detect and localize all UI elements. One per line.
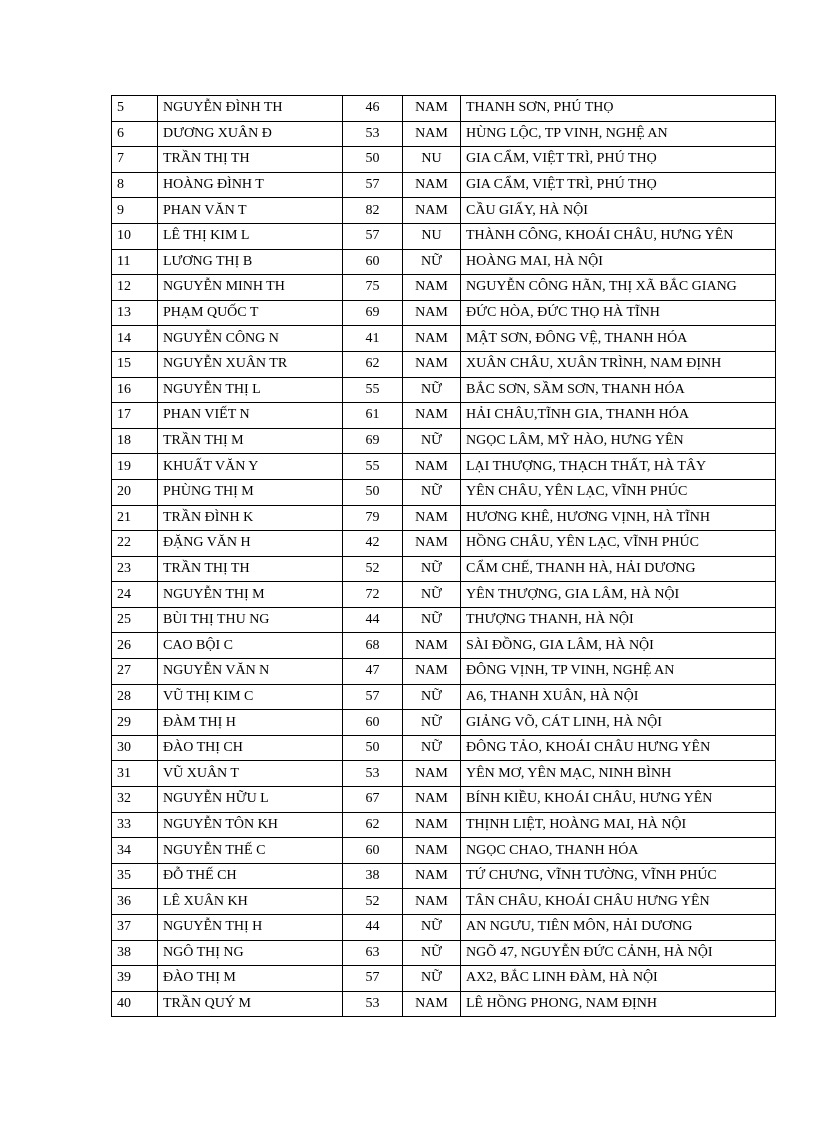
gender-cell: NAM bbox=[403, 403, 461, 429]
patient-name-cell: NGUYỄN XUÂN TR bbox=[158, 351, 343, 377]
address-cell: ĐÔNG VỊNH, TP VINH, NGHỆ AN bbox=[461, 659, 776, 685]
table-row bbox=[112, 838, 776, 864]
age-cell: 38 bbox=[343, 863, 403, 889]
address-cell: THỊNH LIỆT, HOÀNG MAI, HÀ NỘI bbox=[461, 812, 776, 838]
row-number-cell: 21 bbox=[112, 505, 158, 531]
row-number-cell: 35 bbox=[112, 863, 158, 889]
address-cell: THƯỢNG THANH, HÀ NỘI bbox=[461, 607, 776, 633]
gender-cell: NAM bbox=[403, 659, 461, 685]
address-cell: TÂN CHÂU, KHOÁI CHÂU HƯNG YÊN bbox=[461, 889, 776, 915]
patient-name-cell: LÊ XUÂN KH bbox=[158, 889, 343, 915]
patient-name-cell: NGUYỄN CÔNG N bbox=[158, 326, 343, 352]
age-cell: 69 bbox=[343, 428, 403, 454]
gender-cell: NỮ bbox=[403, 710, 461, 736]
address-cell: CẦU GIẤY, HÀ NỘI bbox=[461, 198, 776, 224]
age-cell: 79 bbox=[343, 505, 403, 531]
age-cell: 63 bbox=[343, 940, 403, 966]
row-number-cell: 16 bbox=[112, 377, 158, 403]
patient-table-body bbox=[112, 96, 776, 1017]
gender-cell: NAM bbox=[403, 172, 461, 198]
age-cell: 57 bbox=[343, 172, 403, 198]
table-row bbox=[112, 275, 776, 301]
table-row bbox=[112, 633, 776, 659]
age-cell: 50 bbox=[343, 479, 403, 505]
row-number-cell: 13 bbox=[112, 300, 158, 326]
table-row bbox=[112, 889, 776, 915]
patient-name-cell: NGÔ THỊ NG bbox=[158, 940, 343, 966]
patient-name-cell: DƯƠNG XUÂN Đ bbox=[158, 121, 343, 147]
gender-cell: NỮ bbox=[403, 556, 461, 582]
age-cell: 44 bbox=[343, 915, 403, 941]
age-cell: 75 bbox=[343, 275, 403, 301]
table-row bbox=[112, 351, 776, 377]
gender-cell: NAM bbox=[403, 812, 461, 838]
age-cell: 62 bbox=[343, 351, 403, 377]
patient-name-cell: LƯƠNG THỊ B bbox=[158, 249, 343, 275]
address-cell: THANH SƠN, PHÚ THỌ bbox=[461, 96, 776, 122]
table-row bbox=[112, 403, 776, 429]
address-cell: NGUYỄN CÔNG HÃN, THỊ XÃ BẮC GIANG bbox=[461, 275, 776, 301]
age-cell: 68 bbox=[343, 633, 403, 659]
address-cell: NGÕ 47, NGUYỄN ĐỨC CẢNH, HÀ NỘI bbox=[461, 940, 776, 966]
patient-name-cell: NGUYỄN THẾ C bbox=[158, 838, 343, 864]
table-row bbox=[112, 172, 776, 198]
address-cell: SÀI ĐỒNG, GIA LÂM, HÀ NỘI bbox=[461, 633, 776, 659]
gender-cell: NAM bbox=[403, 300, 461, 326]
age-cell: 60 bbox=[343, 249, 403, 275]
table-row bbox=[112, 531, 776, 557]
patient-name-cell: TRẦN ĐÌNH K bbox=[158, 505, 343, 531]
table-row bbox=[112, 479, 776, 505]
patient-name-cell: VŨ XUÂN T bbox=[158, 761, 343, 787]
gender-cell: NỮ bbox=[403, 607, 461, 633]
patient-name-cell: NGUYỄN THỊ H bbox=[158, 915, 343, 941]
address-cell: GIA CẨM, VIỆT TRÌ, PHÚ THỌ bbox=[461, 147, 776, 173]
gender-cell: NỮ bbox=[403, 249, 461, 275]
age-cell: 55 bbox=[343, 454, 403, 480]
gender-cell: NỮ bbox=[403, 684, 461, 710]
row-number-cell: 26 bbox=[112, 633, 158, 659]
age-cell: 41 bbox=[343, 326, 403, 352]
row-number-cell: 39 bbox=[112, 966, 158, 992]
patient-name-cell: ĐẶNG VĂN H bbox=[158, 531, 343, 557]
gender-cell: NAM bbox=[403, 121, 461, 147]
row-number-cell: 23 bbox=[112, 556, 158, 582]
patient-name-cell: TRẦN THỊ M bbox=[158, 428, 343, 454]
patient-name-cell: CAO BỘI C bbox=[158, 633, 343, 659]
age-cell: 57 bbox=[343, 966, 403, 992]
address-cell: YÊN MƠ, YÊN MẠC, NINH BÌNH bbox=[461, 761, 776, 787]
address-cell: BẮC SƠN, SẦM SƠN, THANH HÓA bbox=[461, 377, 776, 403]
patient-name-cell: ĐÀO THỊ CH bbox=[158, 735, 343, 761]
address-cell: XUÂN CHÂU, XUÂN TRÌNH, NAM ĐỊNH bbox=[461, 351, 776, 377]
table-row bbox=[112, 300, 776, 326]
gender-cell: NỮ bbox=[403, 377, 461, 403]
table-row bbox=[112, 812, 776, 838]
gender-cell: NAM bbox=[403, 889, 461, 915]
gender-cell: NU bbox=[403, 223, 461, 249]
table-row bbox=[112, 863, 776, 889]
address-cell: GIẢNG VÕ, CÁT LINH, HÀ NỘI bbox=[461, 710, 776, 736]
table-row bbox=[112, 249, 776, 275]
age-cell: 82 bbox=[343, 198, 403, 224]
address-cell: ĐỨC HÒA, ĐỨC THỌ HÀ TĨNH bbox=[461, 300, 776, 326]
address-cell: HÙNG LỘC, TP VINH, NGHỆ AN bbox=[461, 121, 776, 147]
address-cell: CẨM CHẾ, THANH HÀ, HẢI DƯƠNG bbox=[461, 556, 776, 582]
table-row bbox=[112, 659, 776, 685]
patient-name-cell: TRẦN QUÝ M bbox=[158, 991, 343, 1017]
address-cell: YÊN THƯỢNG, GIA LÂM, HÀ NỘI bbox=[461, 582, 776, 608]
patient-name-cell: KHUẤT VĂN Y bbox=[158, 454, 343, 480]
age-cell: 60 bbox=[343, 710, 403, 736]
address-cell: LẠI THƯỢNG, THẠCH THẤT, HÀ TÂY bbox=[461, 454, 776, 480]
patient-name-cell: VŨ THỊ KIM C bbox=[158, 684, 343, 710]
row-number-cell: 37 bbox=[112, 915, 158, 941]
row-number-cell: 14 bbox=[112, 326, 158, 352]
address-cell: NGỌC LÂM, MỸ HÀO, HƯNG YÊN bbox=[461, 428, 776, 454]
address-cell: HOÀNG MAI, HÀ NỘI bbox=[461, 249, 776, 275]
address-cell: A6, THANH XUÂN, HÀ NỘI bbox=[461, 684, 776, 710]
row-number-cell: 34 bbox=[112, 838, 158, 864]
age-cell: 62 bbox=[343, 812, 403, 838]
gender-cell: NAM bbox=[403, 991, 461, 1017]
row-number-cell: 38 bbox=[112, 940, 158, 966]
row-number-cell: 30 bbox=[112, 735, 158, 761]
table-row bbox=[112, 96, 776, 122]
age-cell: 55 bbox=[343, 377, 403, 403]
gender-cell: NỮ bbox=[403, 966, 461, 992]
gender-cell: NAM bbox=[403, 838, 461, 864]
gender-cell: NỮ bbox=[403, 735, 461, 761]
table-row bbox=[112, 198, 776, 224]
gender-cell: NỮ bbox=[403, 428, 461, 454]
patient-name-cell: NGUYỄN THỊ L bbox=[158, 377, 343, 403]
gender-cell: NAM bbox=[403, 531, 461, 557]
age-cell: 72 bbox=[343, 582, 403, 608]
table-row bbox=[112, 607, 776, 633]
age-cell: 47 bbox=[343, 659, 403, 685]
patient-name-cell: TRẦN THỊ TH bbox=[158, 556, 343, 582]
row-number-cell: 33 bbox=[112, 812, 158, 838]
address-cell: NGỌC CHAO, THANH HÓA bbox=[461, 838, 776, 864]
row-number-cell: 31 bbox=[112, 761, 158, 787]
patient-name-cell: NGUYỄN TÔN KH bbox=[158, 812, 343, 838]
address-cell: HƯƠNG KHÊ, HƯƠNG VỊNH, HÀ TĨNH bbox=[461, 505, 776, 531]
table-row bbox=[112, 505, 776, 531]
table-row bbox=[112, 582, 776, 608]
patient-name-cell: NGUYỄN VĂN N bbox=[158, 659, 343, 685]
table-row bbox=[112, 428, 776, 454]
age-cell: 60 bbox=[343, 838, 403, 864]
address-cell: GIA CẨM, VIỆT TRÌ, PHÚ THỌ bbox=[461, 172, 776, 198]
age-cell: 57 bbox=[343, 684, 403, 710]
address-cell: THÀNH CÔNG, KHOÁI CHÂU, HƯNG YÊN bbox=[461, 223, 776, 249]
gender-cell: NỮ bbox=[403, 582, 461, 608]
age-cell: 42 bbox=[343, 531, 403, 557]
patient-name-cell: ĐÀM THỊ H bbox=[158, 710, 343, 736]
address-cell: ĐÔNG TẢO, KHOÁI CHÂU HƯNG YÊN bbox=[461, 735, 776, 761]
patient-name-cell: TRẦN THỊ TH bbox=[158, 147, 343, 173]
row-number-cell: 7 bbox=[112, 147, 158, 173]
gender-cell: NAM bbox=[403, 326, 461, 352]
patient-name-cell: NGUYỄN HỮU L bbox=[158, 787, 343, 813]
row-number-cell: 9 bbox=[112, 198, 158, 224]
age-cell: 69 bbox=[343, 300, 403, 326]
address-cell: TỨ CHƯNG, VĨNH TƯỜNG, VĨNH PHÚC bbox=[461, 863, 776, 889]
table-row bbox=[112, 223, 776, 249]
table-row bbox=[112, 377, 776, 403]
address-cell: AN NGƯU, TIÊN MÔN, HẢI DƯƠNG bbox=[461, 915, 776, 941]
patient-name-cell: NGUYỄN ĐÌNH TH bbox=[158, 96, 343, 122]
patient-name-cell: BÙI THỊ THU NG bbox=[158, 607, 343, 633]
row-number-cell: 27 bbox=[112, 659, 158, 685]
patient-name-cell: ĐÀO THỊ M bbox=[158, 966, 343, 992]
table-row bbox=[112, 684, 776, 710]
table-row bbox=[112, 121, 776, 147]
patient-name-cell: PHAN VĂN T bbox=[158, 198, 343, 224]
row-number-cell: 6 bbox=[112, 121, 158, 147]
age-cell: 61 bbox=[343, 403, 403, 429]
table-row bbox=[112, 966, 776, 992]
age-cell: 57 bbox=[343, 223, 403, 249]
gender-cell: NỮ bbox=[403, 915, 461, 941]
address-cell: HẢI CHÂU,TĨNH GIA, THANH HÓA bbox=[461, 403, 776, 429]
gender-cell: NỮ bbox=[403, 940, 461, 966]
address-cell: LÊ HỒNG PHONG, NAM ĐỊNH bbox=[461, 991, 776, 1017]
row-number-cell: 40 bbox=[112, 991, 158, 1017]
table-row bbox=[112, 761, 776, 787]
age-cell: 44 bbox=[343, 607, 403, 633]
patient-name-cell: ĐỖ THẾ CH bbox=[158, 863, 343, 889]
address-cell: MẬT SƠN, ĐÔNG VỆ, THANH HÓA bbox=[461, 326, 776, 352]
patient-table bbox=[111, 95, 776, 1017]
table-row bbox=[112, 710, 776, 736]
table-row bbox=[112, 556, 776, 582]
table-row bbox=[112, 147, 776, 173]
table-row bbox=[112, 991, 776, 1017]
row-number-cell: 10 bbox=[112, 223, 158, 249]
gender-cell: NAM bbox=[403, 633, 461, 659]
gender-cell: NAM bbox=[403, 275, 461, 301]
address-cell: HỒNG CHÂU, YÊN LẠC, VĨNH PHÚC bbox=[461, 531, 776, 557]
age-cell: 50 bbox=[343, 735, 403, 761]
row-number-cell: 15 bbox=[112, 351, 158, 377]
patient-name-cell: LÊ THỊ KIM L bbox=[158, 223, 343, 249]
gender-cell: NAM bbox=[403, 96, 461, 122]
row-number-cell: 17 bbox=[112, 403, 158, 429]
patient-name-cell: PHẠM QUỐC T bbox=[158, 300, 343, 326]
row-number-cell: 28 bbox=[112, 684, 158, 710]
patient-name-cell: PHÙNG THỊ M bbox=[158, 479, 343, 505]
row-number-cell: 32 bbox=[112, 787, 158, 813]
row-number-cell: 18 bbox=[112, 428, 158, 454]
row-number-cell: 22 bbox=[112, 531, 158, 557]
age-cell: 53 bbox=[343, 991, 403, 1017]
address-cell: BÍNH KIỀU, KHOÁI CHÂU, HƯNG YÊN bbox=[461, 787, 776, 813]
gender-cell: NAM bbox=[403, 198, 461, 224]
gender-cell: NAM bbox=[403, 454, 461, 480]
gender-cell: NU bbox=[403, 147, 461, 173]
age-cell: 67 bbox=[343, 787, 403, 813]
gender-cell: NAM bbox=[403, 505, 461, 531]
patient-name-cell: NGUYỄN THỊ M bbox=[158, 582, 343, 608]
table-row bbox=[112, 915, 776, 941]
age-cell: 52 bbox=[343, 556, 403, 582]
address-cell: AX2, BẮC LINH ĐÀM, HÀ NỘI bbox=[461, 966, 776, 992]
address-cell: YÊN CHÂU, YÊN LẠC, VĨNH PHÚC bbox=[461, 479, 776, 505]
age-cell: 53 bbox=[343, 761, 403, 787]
row-number-cell: 8 bbox=[112, 172, 158, 198]
row-number-cell: 5 bbox=[112, 96, 158, 122]
gender-cell: NAM bbox=[403, 761, 461, 787]
gender-cell: NỮ bbox=[403, 479, 461, 505]
table-row bbox=[112, 454, 776, 480]
row-number-cell: 20 bbox=[112, 479, 158, 505]
gender-cell: NAM bbox=[403, 787, 461, 813]
patient-name-cell: HOÀNG ĐÌNH T bbox=[158, 172, 343, 198]
patient-name-cell: NGUYỄN MINH TH bbox=[158, 275, 343, 301]
age-cell: 52 bbox=[343, 889, 403, 915]
gender-cell: NAM bbox=[403, 863, 461, 889]
age-cell: 46 bbox=[343, 96, 403, 122]
table-row bbox=[112, 940, 776, 966]
row-number-cell: 11 bbox=[112, 249, 158, 275]
table-row bbox=[112, 787, 776, 813]
row-number-cell: 36 bbox=[112, 889, 158, 915]
table-row bbox=[112, 326, 776, 352]
row-number-cell: 19 bbox=[112, 454, 158, 480]
row-number-cell: 12 bbox=[112, 275, 158, 301]
table-row bbox=[112, 735, 776, 761]
patient-name-cell: PHAN VIẾT N bbox=[158, 403, 343, 429]
row-number-cell: 29 bbox=[112, 710, 158, 736]
gender-cell: NAM bbox=[403, 351, 461, 377]
age-cell: 50 bbox=[343, 147, 403, 173]
row-number-cell: 25 bbox=[112, 607, 158, 633]
row-number-cell: 24 bbox=[112, 582, 158, 608]
age-cell: 53 bbox=[343, 121, 403, 147]
